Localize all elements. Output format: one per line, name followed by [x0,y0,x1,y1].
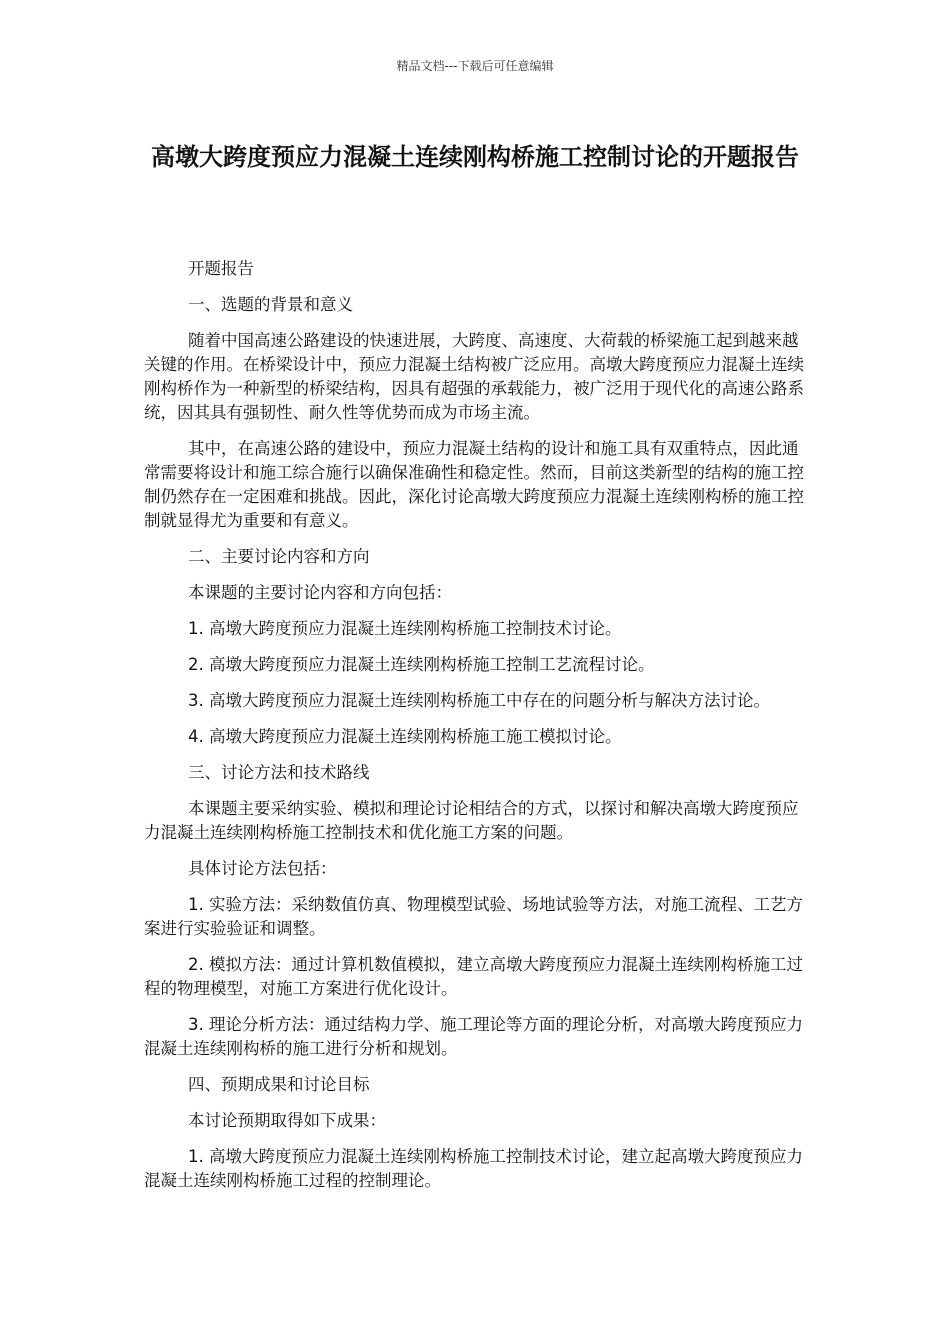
section-heading-2: 二、主要讨论内容和方向 [188,547,370,566]
list-item: 1. 实验方法：采纳数值仿真、物理模型试验、场地试验等方法，对施工流程、工艺方案进行实验验证和调整。 [144,895,803,938]
paragraph: 具体讨论方法包括： [188,859,337,878]
section-heading-1: 一、选题的背景和意义 [188,295,353,314]
list-item: 1. 高墩大跨度预应力混凝土连续刚构桥施工控制技术讨论，建立起高墩大跨度预应力混凝土连续刚构桥施工过程的控制理论。 [144,1147,803,1190]
list-item: 3. 高墩大跨度预应力混凝土连续刚构桥施工中存在的问题分析与解决方法讨论。 [188,691,770,710]
list-item: 3. 理论分析方法：通过结构力学、施工理论等方面的理论分析，对高墩大跨度预应力混凝土连续刚构桥的施工进行分析和规划。 [144,1015,803,1058]
list-item: 2. 模拟方法：通过计算机数值模拟，建立高墩大跨度预应力混凝土连续刚构桥施工过程的物理模型，对施工方案进行优化设计。 [144,955,803,998]
section-heading-3: 三、讨论方法和技术路线 [188,763,370,782]
section-heading-4: 四、预期成果和讨论目标 [188,1075,370,1094]
document-body [144,257,806,1205]
list-item: 2. 高墩大跨度预应力混凝土连续刚构桥施工控制工艺流程讨论。 [188,655,655,674]
document-title: 高墩大跨度预应力混凝土连续刚构桥施工控制讨论的开题报告 [151,143,799,171]
paragraph: 本课题的主要讨论内容和方向包括： [188,583,452,602]
paragraph: 其中，在高速公路的建设中，预应力混凝土结构的设计和施工具有双重特点，因此通常需要将设计和施工综合施行以确保准确性和稳定性。然而，目前这类新型的结构的施工控制仍然存在一定困难和挑战。因此，深化讨论高墩大跨度预应力混凝土连续刚构桥的施工控制就显得尤为重要和有意义。 [144,439,804,530]
header-note: 精品文档---下载后可任意编辑 [396,59,554,73]
list-item: 1. 高墩大跨度预应力混凝土连续刚构桥施工控制技术讨论。 [188,619,622,638]
list-item: 4. 高墩大跨度预应力混凝土连续刚构桥施工施工模拟讨论。 [188,727,622,746]
paragraph: 随着中国高速公路建设的快速进展，大跨度、高速度、大荷载的桥梁施工起到越来越关键的作用。在桥梁设计中，预应力混凝土结构被广泛应用。高墩大跨度预应力混凝土连续刚构桥作为一种新型的桥梁结构，因具有超强的承载能力，被广泛用于现代化的高速公路系统，因其具有强韧性、耐久性等优势而成为市场主流。 [144,331,804,422]
paragraph: 本课题主要采纳实验、模拟和理论讨论相结合的方式，以探讨和解决高墩大跨度预应力混凝土连续刚构桥施工控制技术和优化施工方案的问题。 [144,799,799,842]
paragraph-report-label: 开题报告 [188,259,254,278]
paragraph: 本讨论预期取得如下成果： [188,1111,386,1130]
